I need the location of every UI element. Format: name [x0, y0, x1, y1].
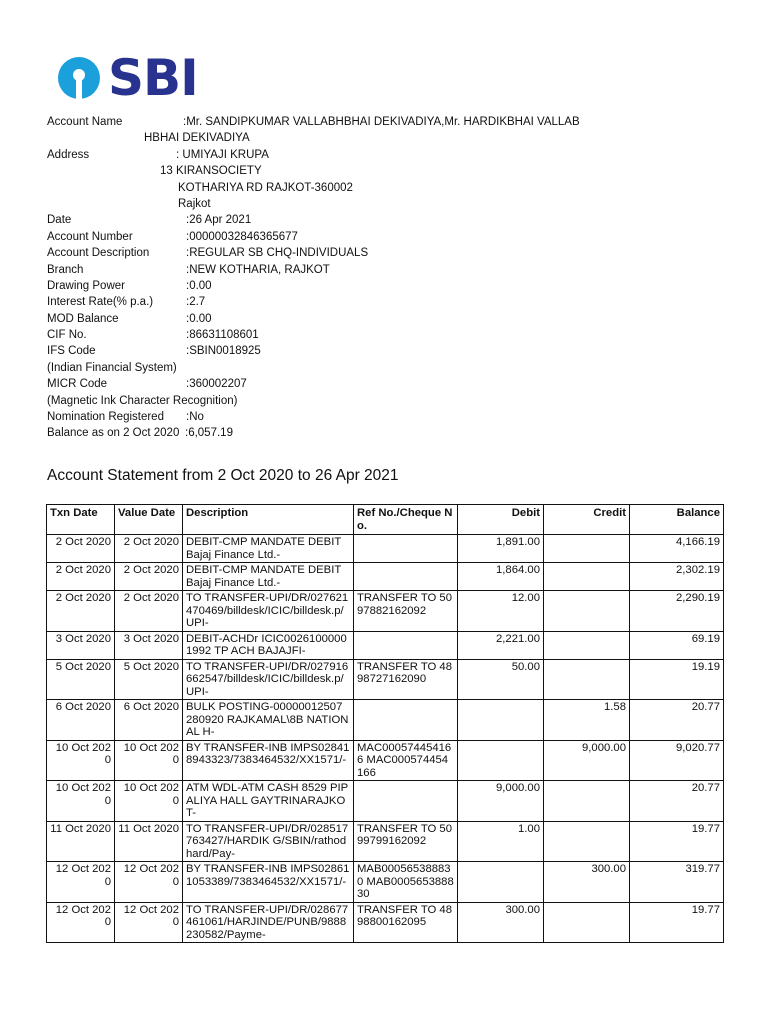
table-row: [47, 563, 724, 591]
cif-value: :86631108601: [186, 329, 259, 342]
balance-cell: 19.77: [630, 821, 724, 862]
account-description-value: :REGULAR SB CHQ-INDIVIDUALS: [186, 247, 369, 260]
balance-cell: 2,290.19: [630, 591, 724, 632]
debit-cell: 1,891.00: [458, 535, 544, 563]
address-line: : UMIYAJI KRUPA: [176, 148, 269, 161]
mod-balance-label: MOD Balance: [47, 312, 119, 325]
mod-balance-row: [47, 311, 727, 327]
micr-row: [47, 376, 727, 392]
value-date-cell: 3 Oct 2020: [115, 631, 183, 659]
credit-cell: 300.00: [544, 862, 630, 903]
value-date-cell: 11 Oct 2020: [115, 821, 183, 862]
date-label: Date: [47, 214, 72, 227]
opening-balance-value: :6,057.19: [185, 427, 233, 440]
account-name-continued-row: [47, 130, 727, 146]
transactions-body: [47, 535, 724, 943]
account-number-row: [47, 229, 727, 245]
credit-cell: [544, 563, 630, 591]
ref-cell: TRANSFER TO 4898800162095: [354, 902, 458, 943]
drawing-power-label: Drawing Power: [47, 279, 125, 292]
debit-cell: 2,221.00: [458, 631, 544, 659]
credit-cell: 1.58: [544, 700, 630, 741]
sbi-logo-text: SBI: [108, 49, 198, 107]
ifs-row: [47, 343, 727, 359]
txn-date-cell: 12 Oct 2020: [47, 862, 115, 903]
table-row: [47, 781, 724, 822]
sbi-logo: [56, 49, 198, 107]
txn-date-cell: 10 Oct 2020: [47, 781, 115, 822]
branch-value: :NEW KOTHARIA, RAJKOT: [186, 263, 330, 276]
txn-date-cell: 11 Oct 2020: [47, 821, 115, 862]
credit-cell: 9,000.00: [544, 740, 630, 781]
debit-cell: 12.00: [458, 591, 544, 632]
col-header-value-date: Value Date: [115, 505, 183, 535]
interest-rate-label: Interest Rate(% p.a.): [47, 296, 154, 309]
balance-cell: 4,166.19: [630, 535, 724, 563]
ref-cell: [354, 781, 458, 822]
account-number-label: Account Number: [47, 230, 133, 243]
micr-value: :360002207: [186, 378, 247, 391]
col-header-credit: Credit: [544, 505, 630, 535]
balance-cell: 319.77: [630, 862, 724, 903]
ref-cell: [354, 563, 458, 591]
account-description-label: Account Description: [47, 247, 150, 260]
balance-cell: 20.77: [630, 781, 724, 822]
txn-date-cell: 2 Oct 2020: [47, 563, 115, 591]
txn-date-cell: 6 Oct 2020: [47, 700, 115, 741]
table-row: [47, 535, 724, 563]
txn-date-cell: 2 Oct 2020: [47, 591, 115, 632]
micr-label: MICR Code: [47, 378, 108, 391]
col-header-ref: Ref No./Cheque No.: [354, 505, 458, 535]
balance-cell: 19.77: [630, 902, 724, 943]
value-date-cell: 5 Oct 2020: [115, 659, 183, 700]
value-date-cell: 12 Oct 2020: [115, 902, 183, 943]
table-header-row: [47, 505, 724, 535]
account-name-label: Account Name: [47, 116, 123, 128]
ref-cell: TRANSFER TO 5097882162092: [354, 591, 458, 632]
table-row: [47, 631, 724, 659]
ifs-note-row: [47, 360, 727, 376]
date-value: :26 Apr 2021: [186, 214, 252, 227]
table-row: [47, 902, 724, 943]
debit-cell: 9,000.00: [458, 781, 544, 822]
col-header-description: Description: [183, 505, 354, 535]
balance-cell: 19.19: [630, 659, 724, 700]
credit-cell: [544, 902, 630, 943]
ifs-note: (Indian Financial System): [47, 361, 177, 374]
debit-cell: [458, 862, 544, 903]
txn-date-cell: 2 Oct 2020: [47, 535, 115, 563]
value-date-cell: 10 Oct 2020: [115, 740, 183, 781]
value-date-cell: 10 Oct 2020: [115, 781, 183, 822]
account-info: [47, 114, 727, 442]
ifs-value: :SBIN0018925: [186, 345, 261, 358]
nomination-value: :No: [186, 411, 204, 424]
micr-note-row: [47, 393, 727, 409]
txn-date-cell: 12 Oct 2020: [47, 902, 115, 943]
ref-cell: [354, 631, 458, 659]
description-cell: ATM WDL-ATM CASH 8529 PIPALIYA HALL GAYTRINARAJKOT-: [183, 781, 354, 822]
account-name-value: :Mr. SANDIPKUMAR VALLABHBHAI DEKIVADIYA,Mr. HARDIKBHAI VALLAB: [183, 116, 580, 128]
value-date-cell: 12 Oct 2020: [115, 862, 183, 903]
cif-row: [47, 327, 727, 343]
opening-balance-label: Balance as on 2 Oct 2020: [47, 427, 180, 440]
table-row: [47, 591, 724, 632]
ref-cell: MAC000574454166 MAC000574454166: [354, 740, 458, 781]
address-line: Rajkot: [178, 197, 211, 210]
branch-label: Branch: [47, 263, 84, 276]
opening-balance-row: [47, 425, 727, 441]
credit-cell: [544, 821, 630, 862]
description-cell: TO TRANSFER-UPI/DR/027621470469/billdesk/ICIC/billdesk.p/UPI-: [183, 591, 354, 632]
credit-cell: [544, 591, 630, 632]
credit-cell: [544, 535, 630, 563]
ref-cell: TRANSFER TO 5099799162092: [354, 821, 458, 862]
description-cell: BULK POSTING-00000012507 280920 RAJKAMAL\8B NATIONAL H-: [183, 700, 354, 741]
debit-cell: 1.00: [458, 821, 544, 862]
date-row: [47, 212, 727, 228]
table-row: [47, 659, 724, 700]
description-cell: DEBIT-ACHDr ICIC00261000001992 TP ACH BAJAJFI-: [183, 631, 354, 659]
value-date-cell: 2 Oct 2020: [115, 591, 183, 632]
address-row-4: [47, 196, 727, 212]
col-header-txn-date: Txn Date: [47, 505, 115, 535]
sbi-logo-icon: [56, 55, 102, 101]
ref-cell: MAB000565388830 MAB000565388830: [354, 862, 458, 903]
interest-rate-row: [47, 294, 727, 310]
col-header-balance: Balance: [630, 505, 724, 535]
balance-cell: 9,020.77: [630, 740, 724, 781]
table-row: [47, 740, 724, 781]
address-row-2: [47, 163, 727, 179]
nomination-label: Nomination Registered: [47, 411, 164, 424]
txn-date-cell: 10 Oct 2020: [47, 740, 115, 781]
credit-cell: [544, 631, 630, 659]
table-row: [47, 821, 724, 862]
branch-row: [47, 262, 727, 278]
transactions-table: [46, 504, 724, 943]
ref-cell: [354, 535, 458, 563]
credit-cell: [544, 659, 630, 700]
debit-cell: [458, 740, 544, 781]
balance-cell: 69.19: [630, 631, 724, 659]
address-line: 13 KIRANSOCIETY: [160, 165, 262, 178]
debit-cell: [458, 700, 544, 741]
table-row: [47, 862, 724, 903]
interest-rate-value: :2.7: [186, 296, 206, 309]
cif-label: CIF No.: [47, 329, 87, 342]
address-label: Address: [47, 148, 90, 161]
description-cell: TO TRANSFER-UPI/DR/028677461061/HARJINDE/PUNB/9888230582/Payme-: [183, 902, 354, 943]
value-date-cell: 2 Oct 2020: [115, 563, 183, 591]
value-date-cell: 6 Oct 2020: [115, 700, 183, 741]
mod-balance-value: :0.00: [186, 312, 212, 325]
account-description-row: [47, 245, 727, 261]
ifs-label: IFS Code: [47, 345, 96, 358]
address-row-3: [47, 180, 727, 196]
drawing-power-value: :0.00: [186, 279, 212, 292]
value-date-cell: 2 Oct 2020: [115, 535, 183, 563]
balance-cell: 20.77: [630, 700, 724, 741]
ref-cell: [354, 700, 458, 741]
nomination-row: [47, 409, 727, 425]
account-number-value: :00000032846365677: [186, 230, 298, 243]
description-cell: TO TRANSFER-UPI/DR/028517763427/HARDIK G/SBIN/rathodhard/Pay-: [183, 821, 354, 862]
description-cell: BY TRANSFER-INB IMPS028611053389/7383464532/XX1571/-: [183, 862, 354, 903]
ref-cell: TRANSFER TO 4898727162090: [354, 659, 458, 700]
statement-title: Account Statement from 2 Oct 2020 to 26 Apr 2021: [47, 467, 399, 484]
micr-note: (Magnetic Ink Character Recognition): [47, 394, 238, 407]
debit-cell: 50.00: [458, 659, 544, 700]
description-cell: DEBIT-CMP MANDATE DEBIT Bajaj Finance Ltd.-: [183, 535, 354, 563]
col-header-debit: Debit: [458, 505, 544, 535]
debit-cell: 1,864.00: [458, 563, 544, 591]
drawing-power-row: [47, 278, 727, 294]
address-line: KOTHARIYA RD RAJKOT-360002: [178, 181, 353, 194]
account-name-row: [47, 114, 727, 130]
debit-cell: 300.00: [458, 902, 544, 943]
account-name-value-continued: HBHAI DEKIVADIYA: [144, 132, 250, 145]
description-cell: BY TRANSFER-INB IMPS028418943323/7383464532/XX1571/-: [183, 740, 354, 781]
balance-cell: 2,302.19: [630, 563, 724, 591]
description-cell: DEBIT-CMP MANDATE DEBIT Bajaj Finance Ltd.-: [183, 563, 354, 591]
txn-date-cell: 3 Oct 2020: [47, 631, 115, 659]
description-cell: TO TRANSFER-UPI/DR/027916662547/billdesk/ICIC/billdesk.p/UPI-: [183, 659, 354, 700]
table-row: [47, 700, 724, 741]
address-row: [47, 147, 727, 163]
txn-date-cell: 5 Oct 2020: [47, 659, 115, 700]
credit-cell: [544, 781, 630, 822]
